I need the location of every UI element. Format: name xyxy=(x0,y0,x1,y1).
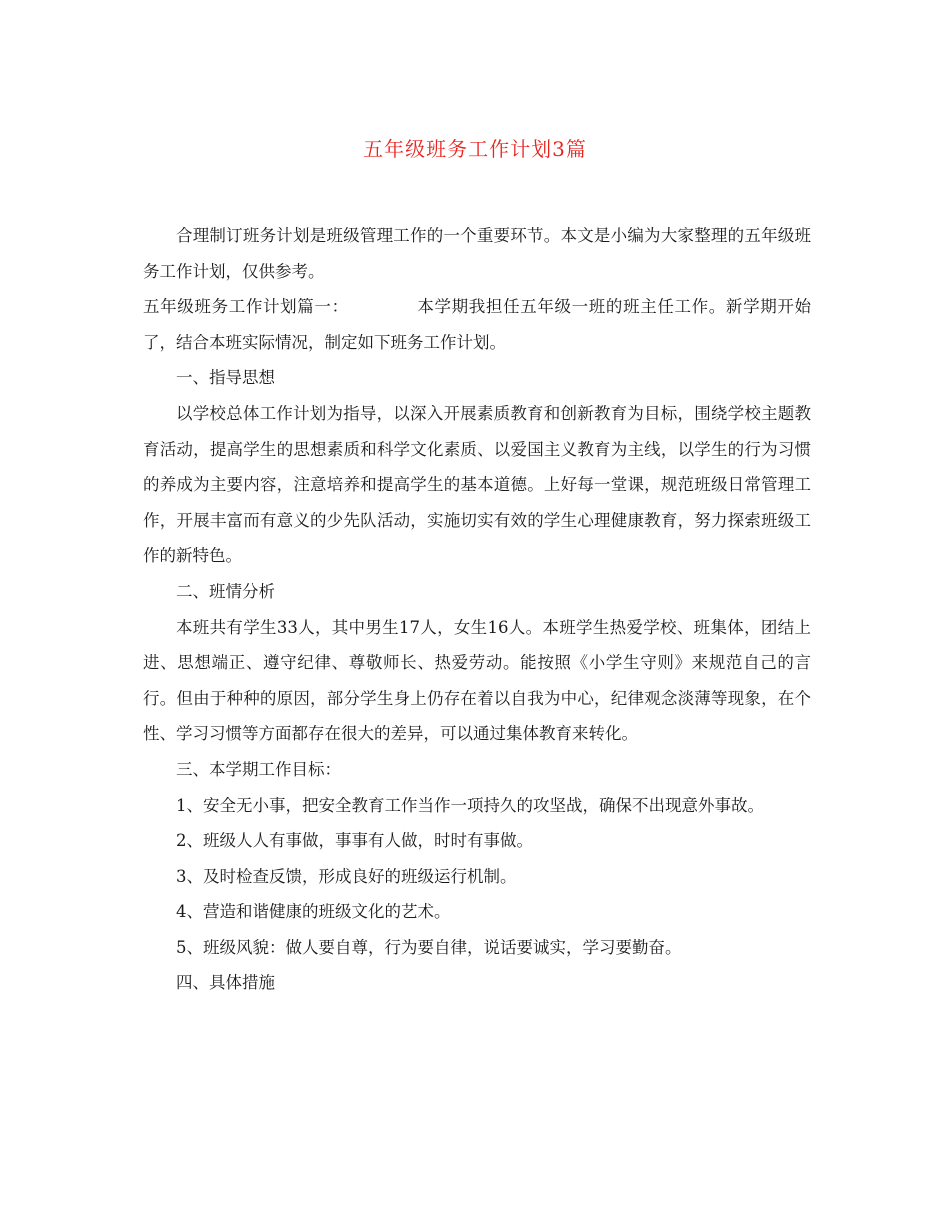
goal-item: 5、班级风貌：做人要自尊，行为要自律，说话要诚实，学习要勤奋。 xyxy=(176,937,682,957)
section-heading-guiding-thought: 一、指导思想 xyxy=(176,368,275,388)
document-body xyxy=(143,218,811,1001)
goal-item: 3、及时检查反馈，形成良好的班级运行机制。 xyxy=(176,866,517,886)
intro-paragraph: 合理制订班务计划是班级管理工作的一个重要环节。本文是小编为大家整理的五年级班务工作计划，仅供参考。 xyxy=(143,226,811,281)
document-title: 五年级班务工作计划3篇 xyxy=(363,137,587,161)
part-intro: 本学期我担任五年级一班的班主任工作。新学期开始了，结合本班实际情况，制定如下班务工作计划。 xyxy=(143,297,812,352)
goal-item: 1、安全无小事，把安全教育工作当作一项持久的攻坚战，确保不出现意外事故。 xyxy=(176,795,764,815)
part-one-paragraph xyxy=(143,289,811,360)
section-paragraph: 本班共有学生33人，其中男生17人，女生16人。本班学生热爱学校、班集体，团结上进、思想端正、遵守纪律、尊敬师长、热爱劳动。能按照《小学生守则》来规范自己的言行。但由于种种的原因，部分学生身上仍存在着以自我为中心，纪律观念淡薄等现象，在个性、学习习惯等方面都存在很大的差异，可以通过集体教育来转化。 xyxy=(143,617,811,744)
goal-item: 4、营造和谐健康的班级文化的艺术。 xyxy=(176,902,451,922)
section-heading-class-analysis: 二、班情分析 xyxy=(176,581,275,601)
section-paragraph: 以学校总体工作计划为指导，以深入开展素质教育和创新教育为目标，围绕学校主题教育活动，提高学生的思想素质和科学文化素质、以爱国主义教育为主线，以学生的行为习惯的养成为主要内容，注意培养和提高学生的基本道德。上好每一堂课，规范班级日常管理工作，开展丰富而有意义的少先队活动，实施切实有效的学生心理健康教育，努力探索班级工作的新特色。 xyxy=(143,403,811,566)
part-label: 五年级班务工作计划篇一： xyxy=(143,297,349,317)
section-heading-goals: 三、本学期工作目标： xyxy=(176,759,341,779)
goal-item: 2、班级人人有事做，事事有人做，时时有事做。 xyxy=(176,831,533,851)
section-heading-measures: 四、具体措施 xyxy=(176,973,275,993)
